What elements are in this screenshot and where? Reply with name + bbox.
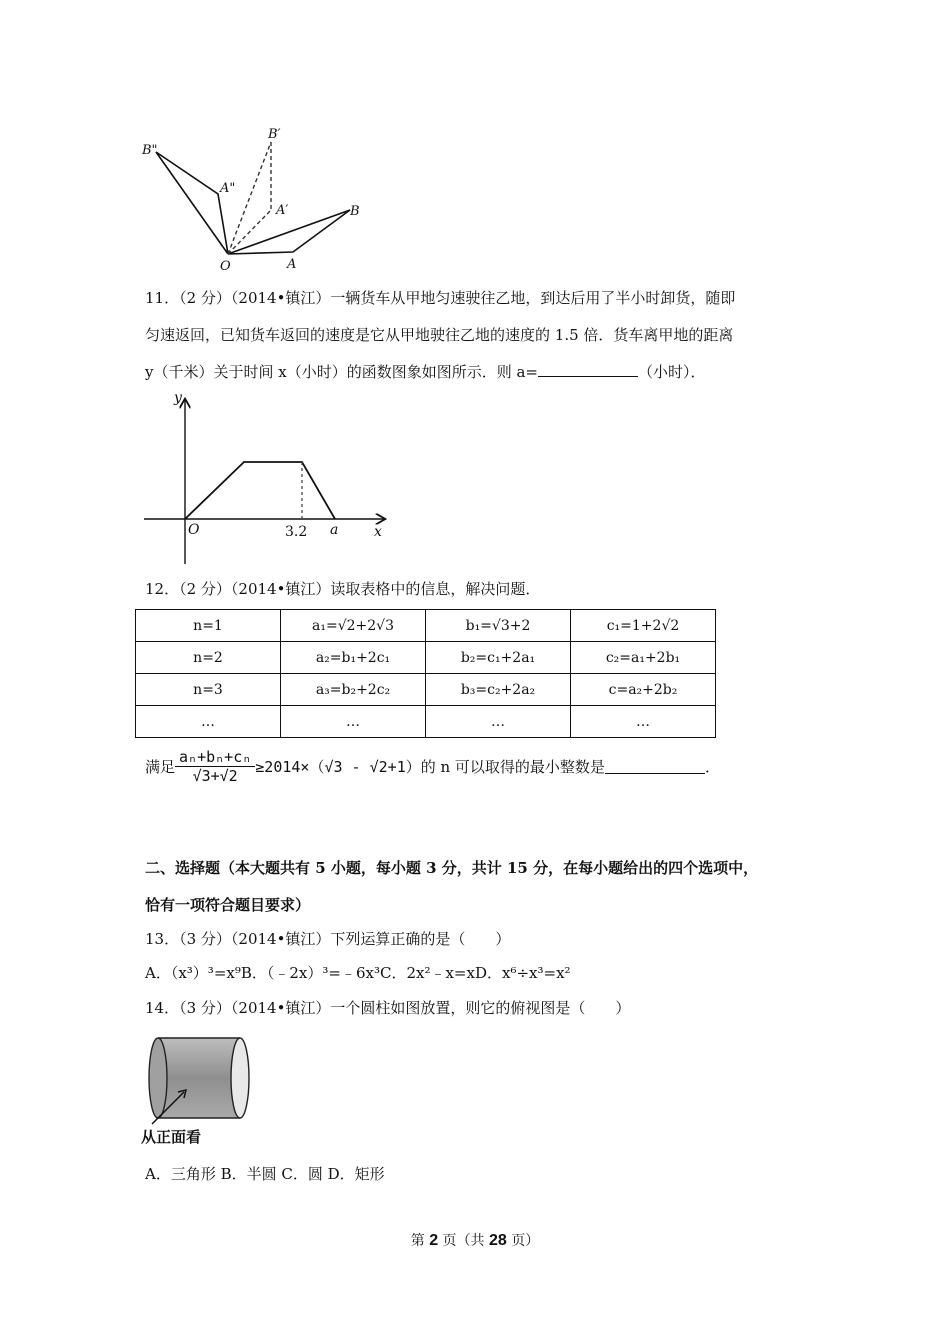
label-a-prime: A′ <box>276 203 289 218</box>
fraction-denominator: √3+√2 <box>192 767 238 785</box>
q11-line3 <box>145 361 706 382</box>
q11-line3-post: （小时）． <box>637 363 706 381</box>
table-cell: a₃=b₂+2c₂ <box>281 674 426 706</box>
q12-table <box>135 609 716 738</box>
footer-pre: 第 <box>410 1233 425 1249</box>
section2-heading-line1: 二、选择题（本大题共有 5 小题，每小题 3 分，共计 15 分，在每小题给出的四个选项中， <box>145 859 759 877</box>
table-row <box>136 706 716 738</box>
table-row <box>136 674 716 706</box>
y-label: y <box>174 390 182 406</box>
table-row <box>136 610 716 642</box>
q11-line1: 11．（2 分）（2014•镇江）一辆货车从甲地匀速驶往乙地，到达后用了半小时卸货，随即 <box>145 289 736 307</box>
q13-stem: 13．（3 分）（2014•镇江）下列运算正确的是（ ） <box>145 930 511 948</box>
rotation-figure <box>138 122 368 272</box>
cylinder-caption: 从正面看 <box>141 1129 202 1146</box>
x-label: x <box>374 524 382 540</box>
label-b-prime: B′ <box>268 127 281 142</box>
cond-mid: ≥2014×（√3 - √2+1） <box>255 758 421 776</box>
footer-mid: 页（共 <box>442 1233 485 1249</box>
table-cell: c₂=a₁+2b₁ <box>571 642 716 674</box>
table-cell: … <box>281 706 426 738</box>
q14-options: A．三角形 B．半圆 C．圆 D．矩形 <box>145 1165 385 1183</box>
cylinder-figure <box>140 1030 260 1130</box>
q14-stem: 14．（3 分）（2014•镇江）一个圆柱如图放置，则它的俯视图是（ ） <box>145 999 631 1017</box>
cond-end: ． <box>704 758 720 776</box>
table-cell: … <box>136 706 281 738</box>
footer-post: 页） <box>511 1233 540 1249</box>
cond-pre: 满足 <box>145 758 176 776</box>
page-number: 2 <box>429 1232 439 1249</box>
table-cell: n=2 <box>136 642 281 674</box>
condition-fraction <box>175 748 255 785</box>
label-a-dbl: A" <box>220 181 236 196</box>
table-cell: c₁=1+2√2 <box>571 610 716 642</box>
q11-line3-pre: y（千米）关于时间 x（小时）的函数图象如图所示．则 a= <box>145 363 538 381</box>
table-cell: c=a₂+2b₂ <box>571 674 716 706</box>
tick-a: a <box>330 522 339 538</box>
table-row <box>136 642 716 674</box>
table-cell: a₁=√2+2√3 <box>281 610 426 642</box>
label-b: B <box>350 204 360 219</box>
origin-label: O <box>188 522 200 538</box>
q12-line1: 12．（2 分）（2014•镇江）读取表格中的信息，解决问题． <box>145 580 541 598</box>
cond-post: 的 n 可以取得的最小整数是 <box>420 758 605 776</box>
fraction-numerator: aₙ+bₙ+cₙ <box>175 748 255 767</box>
table-cell: a₂=b₁+2c₁ <box>281 642 426 674</box>
q12-condition <box>145 748 720 785</box>
table-cell: b₁=√3+2 <box>426 610 571 642</box>
table-cell: n=3 <box>136 674 281 706</box>
graph-line <box>185 462 335 519</box>
label-o: O <box>220 259 231 272</box>
label-b-dbl: B" <box>142 143 158 158</box>
label-a: A <box>287 257 297 272</box>
q12-answer-blank <box>605 759 705 774</box>
table-cell: b₃=c₂+2a₂ <box>426 674 571 706</box>
page-total: 28 <box>489 1232 507 1249</box>
q13-options: A．（x³）³=x⁹B．（﹣2x）³=﹣6x³C．2x²﹣x=xD．x⁶÷x³=x² <box>145 964 571 982</box>
table-cell: b₂=c₁+2a₁ <box>426 642 571 674</box>
q11-graph <box>140 388 400 568</box>
table-cell: … <box>571 706 716 738</box>
table-cell: n=1 <box>136 610 281 642</box>
page-footer <box>0 1230 950 1250</box>
q11-answer-blank <box>538 362 638 377</box>
tick-3-2: 3.2 <box>285 524 308 540</box>
q11-line2: 匀速返回，已知货车返回的速度是它从甲地驶往乙地的速度的 1.5 倍．货车离甲地的距离 <box>145 326 734 344</box>
section2-heading-line2: 恰有一项符合题目要求） <box>145 896 311 914</box>
table-cell: … <box>426 706 571 738</box>
